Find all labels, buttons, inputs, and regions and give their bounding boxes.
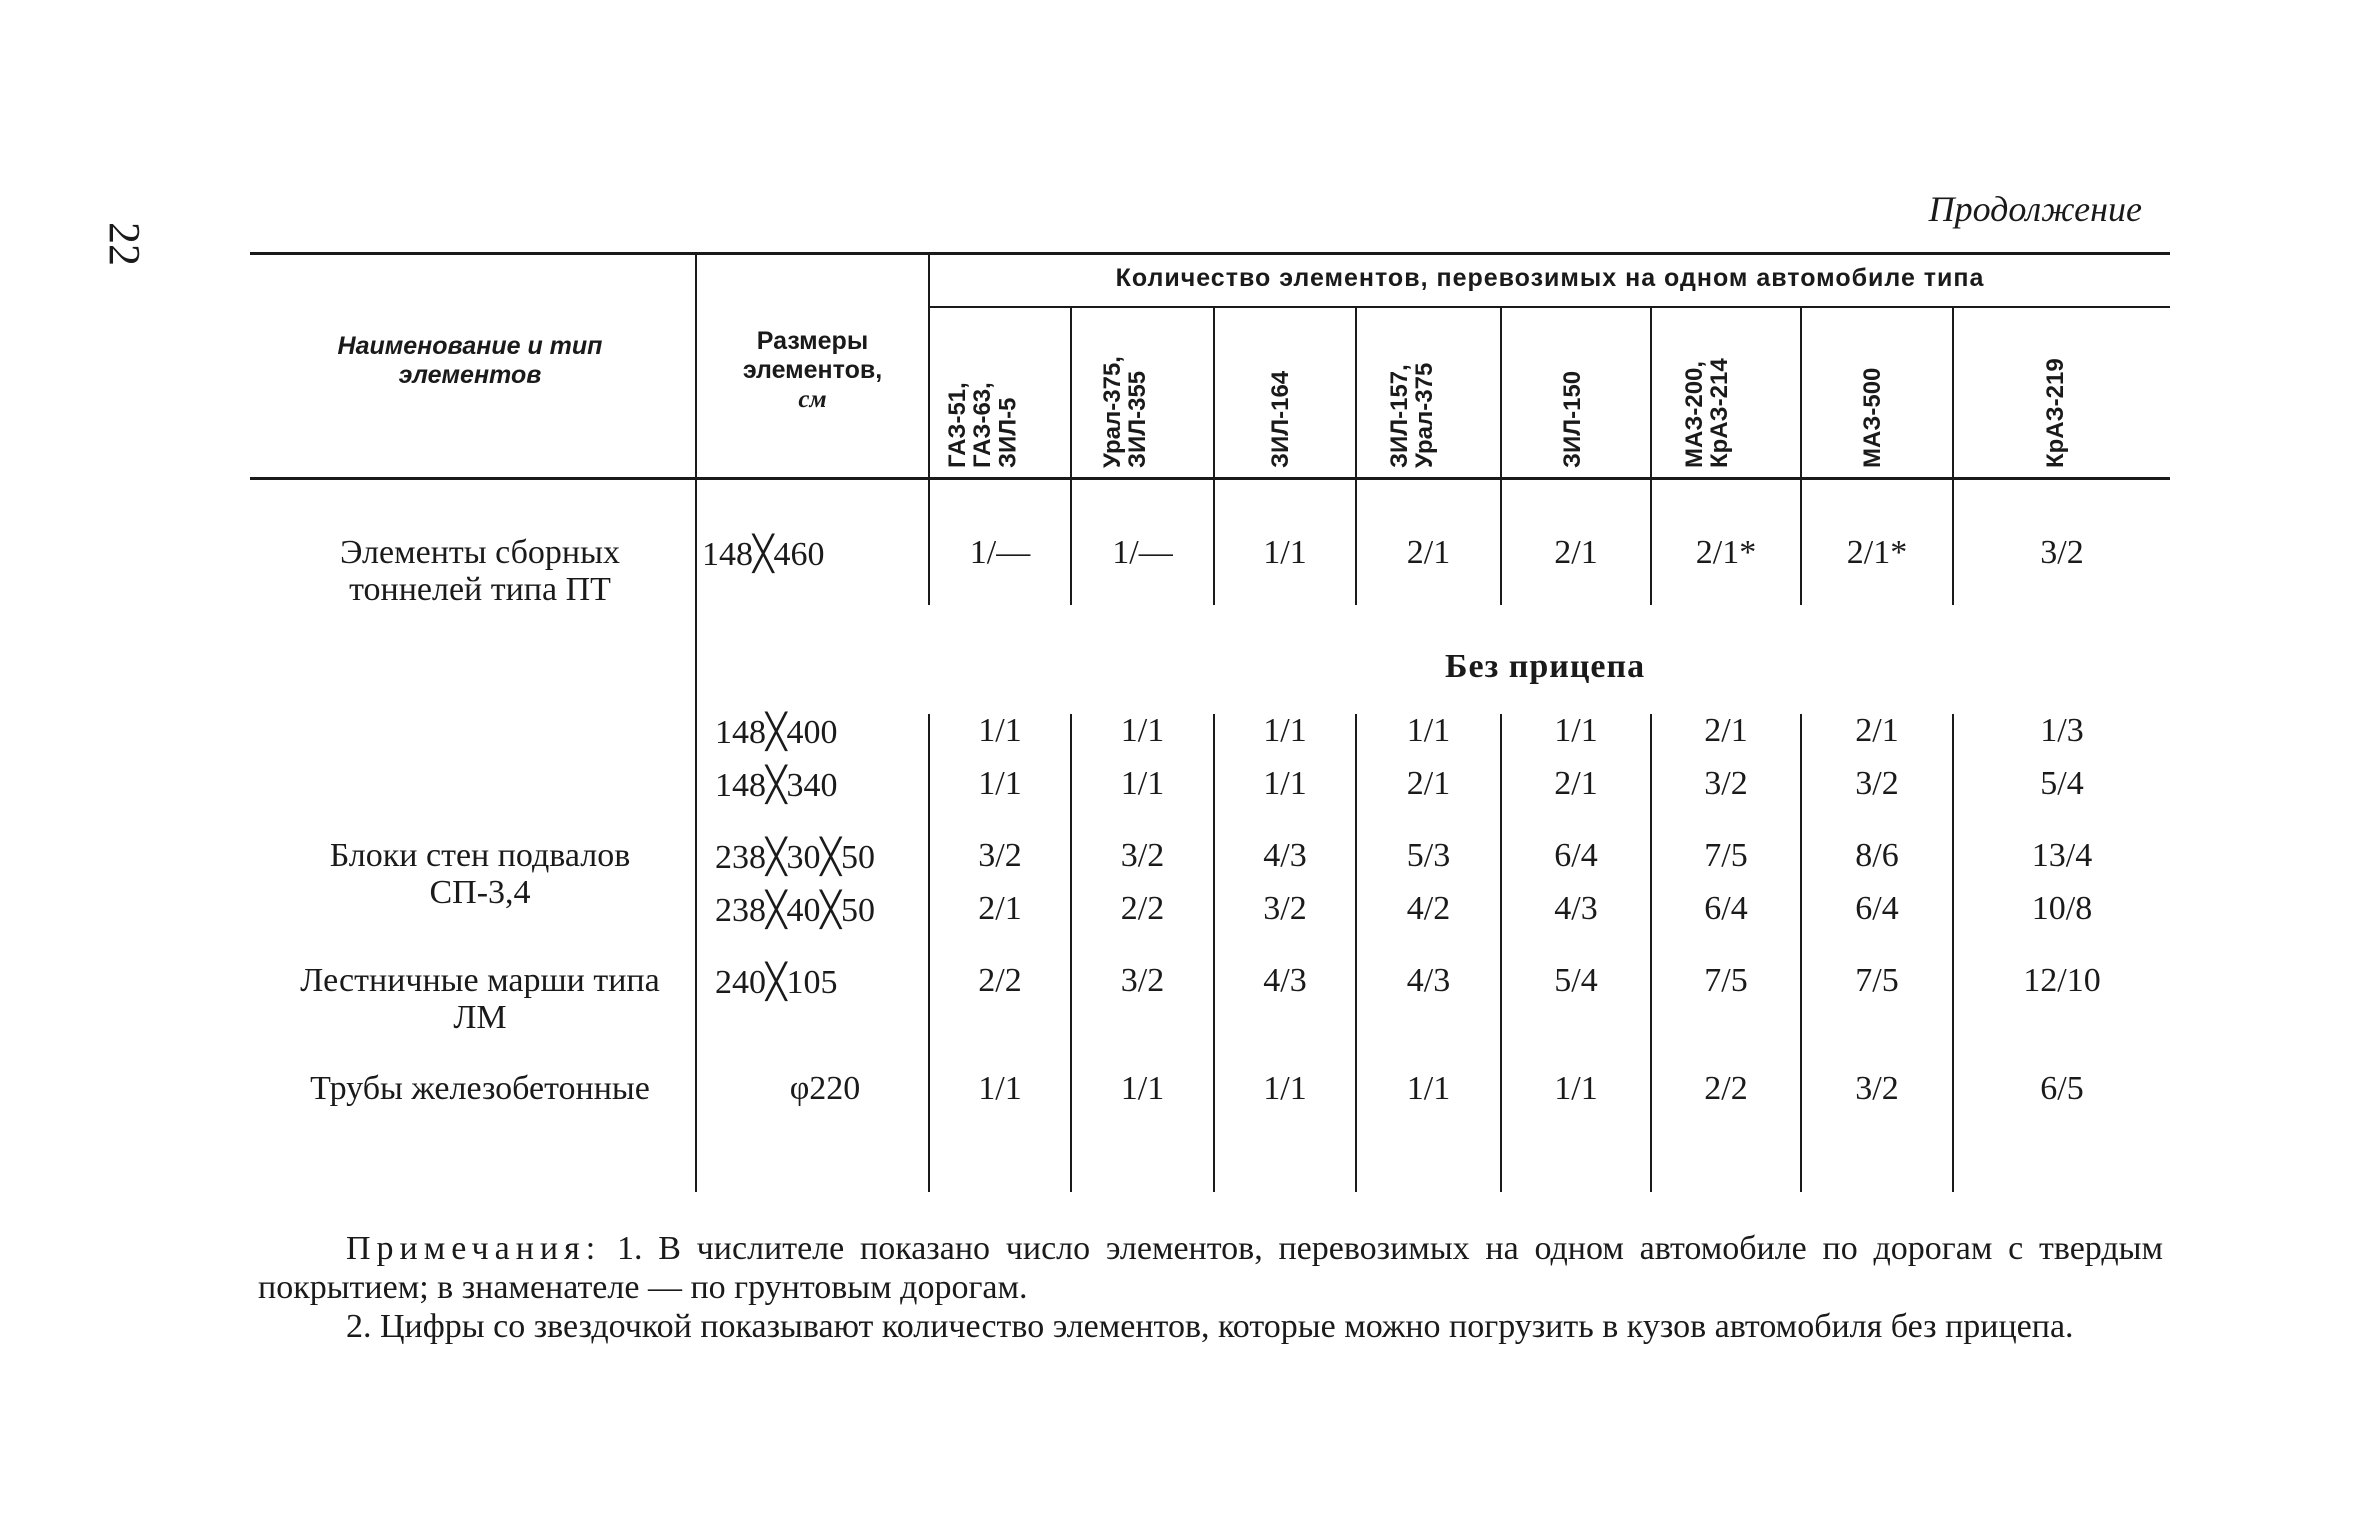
transport-table [250, 252, 2170, 1192]
value-cell: 1/1 [1406, 712, 1451, 749]
value-cell: 6/4 [1704, 890, 1748, 927]
value-cell: 2/1* [1695, 534, 1757, 571]
value-cell: 3/2 [1855, 1070, 1899, 1107]
header-col-divider [1070, 308, 1072, 477]
value-cell: 2/1 [1855, 712, 1899, 749]
vehicle-header-2: Урал-375, ЗИЛ-355 [1099, 356, 1152, 468]
value-cell: 1/1 [1263, 712, 1307, 749]
value-cell: 7/5 [1704, 962, 1748, 999]
value-cell: 4/3 [1263, 962, 1307, 999]
notes-label: Примечания: [346, 1230, 602, 1267]
header-col-divider [1650, 308, 1652, 477]
value-cell: 1/1 [1554, 712, 1598, 749]
value-cell: 6/5 [2040, 1070, 2084, 1107]
value-cell: 2/1 [1704, 712, 1748, 749]
vehicle-group-header: Количество элементов, перевозимых на одном автомобиле типа [1115, 264, 1985, 292]
row-name: Трубы железобетонные [310, 1070, 650, 1107]
header-col-divider [928, 255, 930, 477]
value-cell: 4/3 [1263, 837, 1307, 874]
row-name: Лестничные марши типа ЛМ [300, 962, 660, 1037]
vehicle-header-7: МАЗ-500 [1859, 367, 1886, 468]
value-cell: 6/4 [1855, 890, 1899, 927]
table-notes [258, 1230, 2163, 1346]
value-cell: 1/3 [2040, 712, 2084, 749]
note-2: 2. Цифры со звездочкой показывают количество элементов, которые можно погрузить в кузов автомобиля без прицепа. [346, 1307, 2074, 1345]
vehicle-header-1: ГАЗ-51, ГАЗ-63, ЗИЛ-5 [944, 382, 1022, 468]
value-cell: 2/2 [978, 962, 1022, 999]
vehicle-group-rule [930, 306, 2170, 308]
size-cell: 238╳30╳50 [715, 839, 875, 876]
value-cell: 8/6 [1855, 837, 1899, 874]
value-cell: 5/3 [1406, 837, 1451, 874]
value-cell: 2/1 [978, 890, 1022, 927]
value-cell: 1/1 [1263, 765, 1307, 802]
value-cell: 1/1 [978, 765, 1022, 802]
value-cell: 3/2 [1263, 890, 1307, 927]
value-cell: 13/4 [2031, 837, 2093, 874]
row-name: Блоки стен подвалов СП-3,4 [329, 837, 631, 912]
value-cell: 1/1 [978, 1070, 1022, 1107]
value-cell: 3/2 [1855, 765, 1899, 802]
value-cell: 2/1* [1846, 534, 1908, 571]
value-cell: 2/1 [1554, 534, 1598, 571]
vehicle-header-5: ЗИЛ-150 [1559, 370, 1586, 468]
value-cell: 1/— [1112, 534, 1173, 571]
note-1: 1. В числителе показано число элементов, перевозимых на одном автомобиле по дорогам с твердым покрытием; в знаменателе — по грунтовым дорогам. [258, 1230, 2164, 1306]
without-trailer-subheader: Без прицепа [1445, 648, 1646, 685]
value-cell: 1/1 [978, 712, 1022, 749]
size-cell: 148╳400 [715, 714, 838, 751]
value-cell: 3/2 [1120, 962, 1165, 999]
value-cell: 7/5 [1704, 837, 1748, 874]
header-bottom-rule [250, 477, 2170, 480]
size-column-header: Размеры элементов, см [742, 327, 883, 413]
value-cell: 5/4 [2040, 765, 2084, 802]
row-name: Элементы сборных тоннелей типа ПТ [340, 534, 620, 609]
value-cell: 3/2 [1704, 765, 1748, 802]
value-cell: 1/1 [1120, 1070, 1165, 1107]
value-cell: 1/1 [1263, 534, 1307, 571]
value-cell: 3/2 [978, 837, 1022, 874]
vehicle-header-4: ЗИЛ-157, Урал-375 [1386, 362, 1439, 468]
value-cell: 2/2 [1120, 890, 1165, 927]
value-cell: 1/1 [1406, 1070, 1451, 1107]
header-col-divider [1500, 308, 1502, 477]
table-top-rule [250, 252, 2170, 255]
value-cell: 4/3 [1406, 962, 1451, 999]
value-cell: 12/10 [2023, 962, 2101, 999]
value-cell: 3/2 [2040, 534, 2084, 571]
value-cell: 1/1 [1120, 712, 1165, 749]
size-cell: 238╳40╳50 [715, 892, 875, 929]
value-cell: 4/3 [1554, 890, 1598, 927]
size-cell: φ220 [789, 1070, 861, 1107]
value-cell: 4/2 [1406, 890, 1451, 927]
continuation-label: Продолжение [1928, 189, 2142, 229]
page-number: 22 [100, 222, 149, 266]
value-cell: 1/— [969, 534, 1031, 571]
value-cell: 3/2 [1120, 837, 1165, 874]
value-cell: 5/4 [1554, 962, 1598, 999]
vehicle-header-8: КрАЗ-219 [2042, 358, 2069, 468]
vehicle-header-3: ЗИЛ-164 [1267, 370, 1294, 468]
value-cell: 7/5 [1855, 962, 1899, 999]
size-cell: 240╳105 [715, 964, 838, 1001]
header-col-divider [695, 255, 697, 477]
header-col-divider [1213, 308, 1215, 477]
value-cell: 2/1 [1406, 534, 1451, 571]
header-col-divider [1355, 308, 1357, 477]
value-cell: 2/1 [1554, 765, 1598, 802]
value-cell: 10/8 [2031, 890, 2093, 927]
size-cell: 148╳460 [702, 536, 825, 573]
value-cell: 2/2 [1704, 1070, 1748, 1107]
header-col-divider [1952, 308, 1954, 477]
value-cell: 1/1 [1120, 765, 1165, 802]
value-cell: 1/1 [1263, 1070, 1307, 1107]
name-column-header: Наименование и тип элементов [337, 332, 603, 389]
header-col-divider [1800, 308, 1802, 477]
size-cell: 148╳340 [715, 767, 838, 804]
value-cell: 1/1 [1554, 1070, 1598, 1107]
vehicle-header-6: МАЗ-200, КрАЗ-214 [1681, 358, 1734, 468]
value-cell: 2/1 [1406, 765, 1451, 802]
value-cell: 6/4 [1554, 837, 1598, 874]
